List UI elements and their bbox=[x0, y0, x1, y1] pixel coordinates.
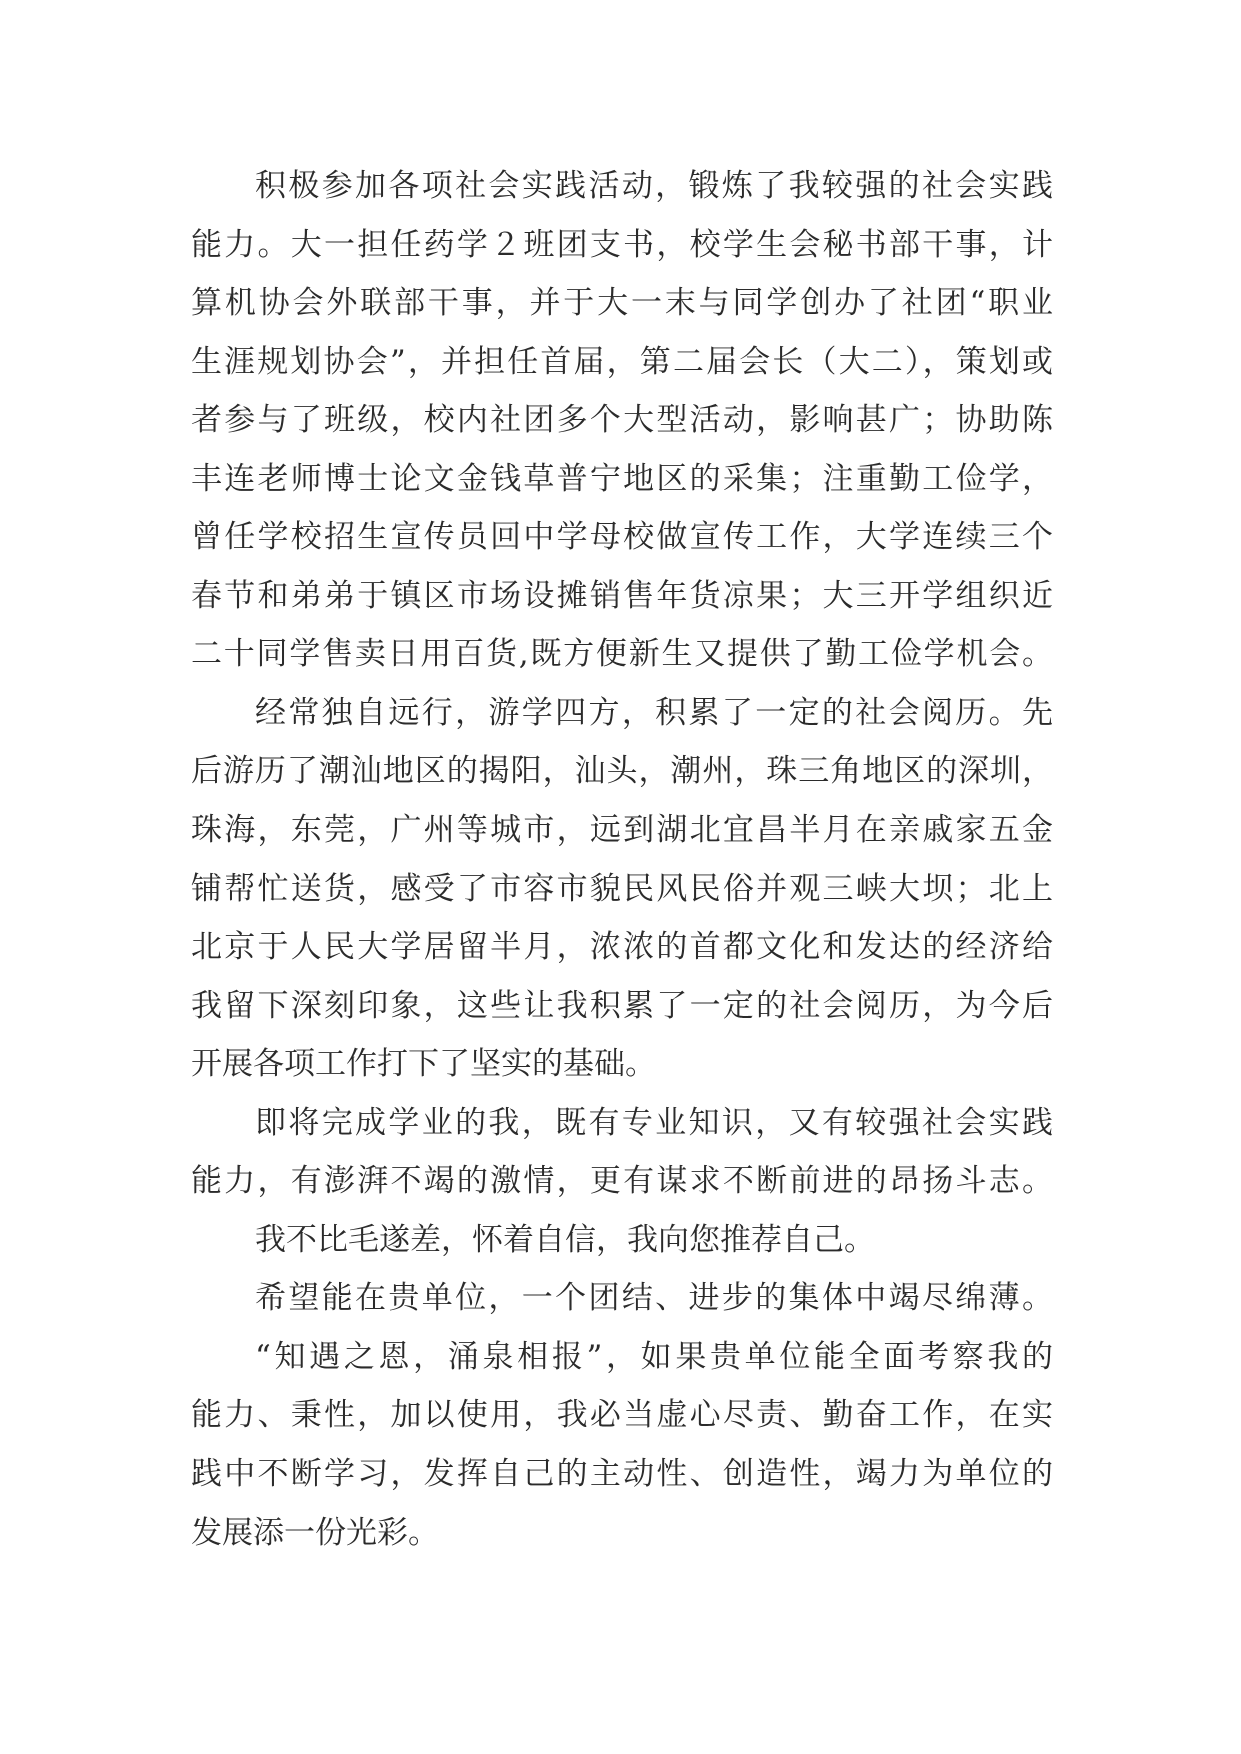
text-line: 生涯规划协会”，并担任首届，第二届会长（大二），策划或 bbox=[191, 343, 1053, 380]
text-line: “知遇之恩，涌泉相报”，如果贵单位能全面考察我的 bbox=[255, 1338, 1053, 1375]
text-line: 春节和弟弟于镇区市场设摊销售年货凉果；大三开学组织近 bbox=[191, 577, 1053, 614]
text-line: 丰连老师博士论文金钱草普宁地区的采集；注重勤工俭学， bbox=[191, 460, 1053, 497]
text-line: 能力、秉性，加以使用，我必当虚心尽责、勤奋工作，在实 bbox=[191, 1397, 1053, 1434]
text-line: 希望能在贵单位，一个团结、进步的集体中竭尽绵薄。 bbox=[255, 1280, 1053, 1317]
text-line: 我不比毛遂差，怀着自信，我向您推荐自己。 bbox=[255, 1221, 875, 1258]
text-line: 践中不断学习，发挥自己的主动性、创造性，竭力为单位的 bbox=[191, 1456, 1053, 1493]
text-line: 者参与了班级，校内社团多个大型活动，影响甚广；协助陈 bbox=[191, 402, 1053, 439]
text-line: 后游历了潮汕地区的揭阳，汕头，潮州，珠三角地区的深圳， bbox=[191, 753, 1053, 790]
text-line: 铺帮忙送货，感受了市容市貌民风民俗并观三峡大坝；北上 bbox=[191, 870, 1053, 907]
text-line: 即将完成学业的我，既有专业知识，又有较强社会实践 bbox=[255, 1104, 1053, 1141]
text-line: 能力。大一担任药学２班团支书，校学生会秘书部干事，计 bbox=[191, 226, 1053, 263]
text-line: 二十同学售卖日用百货,既方便新生又提供了勤工俭学机会。 bbox=[191, 636, 1053, 673]
text-line: 开展各项工作打下了坚实的基础。 bbox=[191, 1046, 656, 1083]
text-line: 发展添一份光彩。 bbox=[191, 1514, 439, 1551]
document-body bbox=[191, 157, 1053, 1562]
text-line: 算机协会外联部干事，并于大一末与同学创办了社团“职业 bbox=[191, 285, 1053, 322]
text-line: 北京于人民大学居留半月，浓浓的首都文化和发达的经济给 bbox=[191, 929, 1053, 966]
text-line: 积极参加各项社会实践活动，锻炼了我较强的社会实践 bbox=[255, 168, 1053, 204]
text-line: 我留下深刻印象，这些让我积累了一定的社会阅历，为今后 bbox=[191, 987, 1053, 1024]
text-line: 能力，有澎湃不竭的激情，更有谋求不断前进的昂扬斗志。 bbox=[191, 1163, 1053, 1200]
text-line: 经常独自远行，游学四方，积累了一定的社会阅历。先 bbox=[255, 694, 1053, 731]
text-line: 曾任学校招生宣传员回中学母校做宣传工作，大学连续三个 bbox=[191, 519, 1053, 556]
text-line: 珠海，东莞，广州等城市，远到湖北宜昌半月在亲戚家五金 bbox=[191, 812, 1053, 849]
